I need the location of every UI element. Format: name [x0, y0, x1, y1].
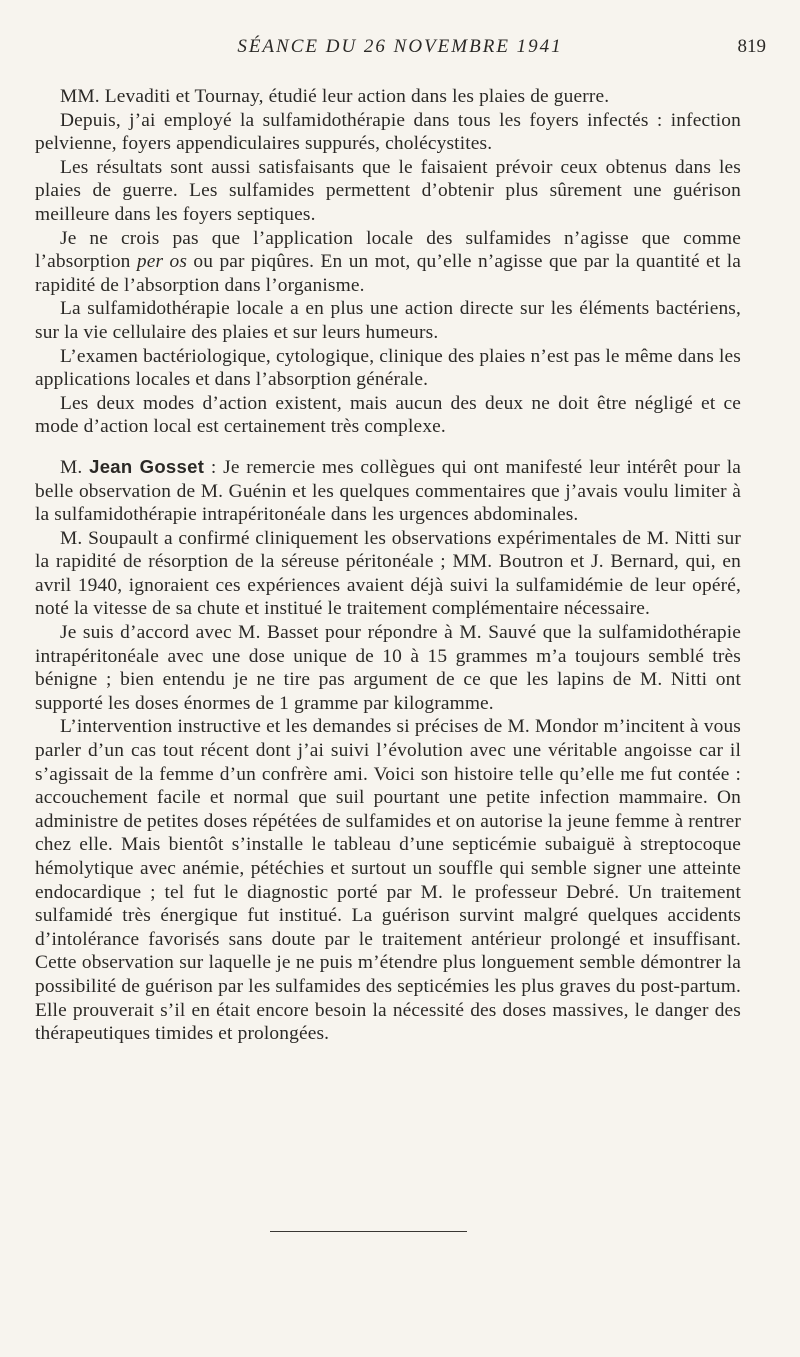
section-gap: [35, 439, 741, 455]
page-body: [35, 85, 741, 1046]
reply-text: : Je remercie mes collègues qui ont manifesté leur intérêt pour la belle observation de M. Guénin et les quelques commentaires que j’avais voulu limiter à la sulfamidothérapie intrapéritonéale dans les urgences abdominales.: [35, 456, 741, 526]
paragraph: Je suis d’accord avec M. Basset pour répondre à M. Sauvé que la sulfamidothérapie intrapéritonéale avec une dose unique de 10 à 15 grammes m’a toujours semblé très bénigne ; bien entendu je ne tire pas argument de ce que les lapins de M. Nitti ont supporté les doses énormes de 1 gramme par kilogramme.: [35, 622, 741, 714]
paragraph: M. Soupault a confirmé cliniquement les observations expérimentales de M. Nitti sur la rapidité de résorption de la séreuse péritonéale ; MM. Boutron et J. Bernard, qui, en avril 1940, ignoraient ces expériences avaient déjà suivi la sulfamidémie de leur opéré, noté la vitesse de sa chute et institué le traitement complémentaire nécessaire.: [35, 527, 741, 620]
paragraph: [35, 227, 741, 298]
running-title: SÉANCE DU 26 NOVEMBRE 1941: [237, 36, 563, 57]
paragraph: Les deux modes d’action existent, mais aucun des deux ne doit être négligé et ce mode d’action local est certainement très complexe.: [35, 392, 741, 438]
italic-latin-term: per os: [136, 251, 188, 273]
reply-paragraph: [35, 455, 741, 527]
paragraph: L’examen bactériologique, cytologique, clinique des plaies n’est pas le même dans les applications locales et dans l’absorption générale.: [35, 345, 741, 391]
page-number: 819: [737, 36, 766, 57]
speaker-prefix: M.: [60, 456, 90, 478]
paragraph-text: ou par piqûres. En un mot, qu’elle n’agisse que par la quantité et la rapidité de l’absorption dans l’organisme.: [35, 251, 741, 296]
page-header: [0, 36, 800, 62]
paragraph: Depuis, j’ai employé la sulfamidothérapie dans tous les foyers infectés : infection pelvienne, foyers appendiculaires suppurés, cholécystites.: [35, 109, 741, 155]
paragraph: L’intervention instructive et les demandes si précises de M. Mondor m’incitent à vous parler d’un cas tout récent dont j’ai suivi l’évolution avec une véritable angoisse car il s’agissait de la femme d’un confrère ami. Voici son histoire telle qu’elle me fut contée : accouchement facile et normal que suil pourtant une petite infection mammaire. On administre de petites doses répétées de sulfamides et on autorise la jeune femme à rentrer chez elle. Mais bientôt s’installe le tableau d’une septicémie subaiguë à streptocoque hémolytique avec anémie, pétéchies et surtout un souffle qui semble signer une atteinte endocardique ; tel fut le diagnostic porté par M. le professeur Debré. Un traitement sulfamidé très énergique fut institué. La guérison survint malgré quelques accidents d’intolérance favorisés sans doute par le traitement antérieur prolongé et insuffisant. Cette observation sur laquelle je ne puis m’étendre plus longuement semble démontrer la possibilité de guérison par les sulfamides des septicémies les plus graves du post-partum. Elle prouverait s’il en était encore besoin la nécessité des doses massives, le danger des thérapeutiques timides et prolongées.: [35, 716, 741, 1045]
paragraph: La sulfamidothérapie locale a en plus une action directe sur les éléments bactériens, sur la vie cellulaire des plaies et sur leurs humeurs.: [35, 298, 741, 343]
paragraph-text: Je ne crois pas que l’application locale des sulfamides n’agisse que comme l’absorption: [35, 227, 741, 273]
paragraph: MM. Levaditi et Tournay, étudié leur action dans les plaies de guerre.: [60, 86, 610, 107]
speaker-name: Jean Gosset: [89, 455, 205, 477]
paragraph: Les résultats sont aussi satisfaisants que le faisaient prévoir ceux obtenus dans les plaies de guerre. Les sulfamides permettent d’obtenir plus sûrement une guérison meilleure dans les foyers septiques.: [35, 156, 741, 225]
closing-rule: [270, 1231, 467, 1232]
